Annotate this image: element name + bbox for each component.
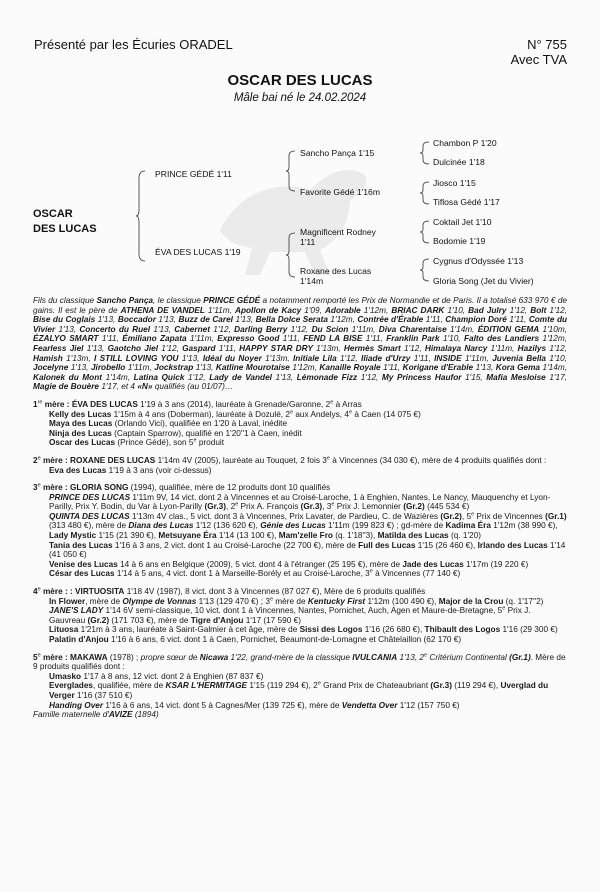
list-item: Maya des Lucas (Orlando Vici), qualifiée en 1'20 à Laval, inédite xyxy=(49,419,288,429)
pedigree-bracket-7 xyxy=(420,258,430,282)
pedigree-g2: Dulcinée 1'18 xyxy=(433,157,485,167)
list-item: QUINTA DES LUCAS 1'13m 4V clas., 5 vict. dont 3 à Vincennes, Prix Lavater, de Pardieu, C. de Wazières (Gr.2), 5e Prix de Vincennes (Gr.1) (313 480 €), mère de Diana des Lucas 1'12 (136 620 €), Génie des Lucas 1'11m (199 823 €) ; gd-mère de Kadima Éra 1'12m (38 990 €), Lady Mystic 1'15 (21 390 €), Metsuyane Éra 1'14 (13 100 €), Mam'zelle Fro (q. 1'18''3), Matilda des Lucas (q. 1'20) xyxy=(49,511,567,541)
list-item: Umasko 1'17 à 8 ans, 12 vict. dont 2 à Enghien (87 837 €) xyxy=(49,671,264,681)
pedigree-dam-sire-record: 1'11 xyxy=(300,237,316,247)
pedigree-g6: Bodomie 1'19 xyxy=(433,236,486,246)
list-item: PRINCE DES LUCAS 1'11m 9V, 14 vict. dont 2 à Vincennes et au Croisé-Laroche, 1 à Enghien, Nantes, Le Nancy, Mauquenchy et Lyon-Parilly, Prix Y. Bodin, du Var à Lyon-Parilly (Gr.3), 2e Prix A. François (Gr.3), 3e Prix J. Lemonnier (Gr.2) (445 534 €) xyxy=(49,492,551,512)
list-item: JANE'S LADY 1'14 6V semi-classique, 10 vict. dont 1 à Vincennes, Nantes, Pornichet, Auch, Agen et Maure-de-Bretagne, 5e Prix J. Gauvreau (Gr.2) (171 703 €), mère de Tigre d'Anjou 1'17 (17 590 €) xyxy=(49,605,531,625)
pedigree-dam-dam-record: 1'14m xyxy=(300,276,324,286)
pedigree-g4: Tiflosa Gédé 1'17 xyxy=(433,197,500,207)
pedigree-bracket-5 xyxy=(420,181,430,205)
fourth-dam-section xyxy=(33,587,567,645)
pedigree-bracket-4 xyxy=(420,141,430,165)
list-item: Palatin d'Anjou 1'16 à 6 ans, 6 vict. dont 1 à Caen, Pornichet, Beaumont-de-Lomagne et Châtelaillon (62 170 €) xyxy=(49,635,462,644)
pedigree-dam-dam xyxy=(300,266,371,286)
fifth-dam-section xyxy=(33,653,567,711)
list-item: César des Lucas 1'14 à 5 ans, 4 vict. dont 1 à Marseille-Borély et au Croisé-Laroche, 3e à Vincennes (77 140 €) xyxy=(49,568,461,579)
list-item: Everglades, qualifiée, mère de KSAR L'HERMITAGE 1'15 (119 294 €), 2e Grand Prix de Chateaubriant (Gr.3) (119 294 €), Uverglad du Verger 1'16 (37 510 €) xyxy=(49,680,549,700)
list-item: Lituosa 1'21m à 3 ans, lauréate à Saint-Galmier à cet âge, mère de Sissi des Logos 1'16 (26 680 €), Thibault des Logos 1'16 (29 300 €) xyxy=(49,625,558,635)
pedigree-bracket-2 xyxy=(286,150,296,192)
pedigree-g7: Cygnus d'Odyssée 1'13 xyxy=(433,256,524,266)
list-item: Tania des Lucas 1'16 à 3 ans, 2 vict. dont 1 au Croisé-Laroche (22 700 €), mère de Full des Lucas 1'15 (26 460 €), Irlando des Lucas 1'14 (41 050 €) xyxy=(49,540,566,560)
maternal-family-line: Famille maternelle d'AVIZE (1894) xyxy=(33,710,159,720)
list-item: Ninja des Lucas (Captain Sparrow), qualifié en 1'20''1 à Caen, inédit xyxy=(49,428,302,438)
fourth-dam-title: 4e mère : : VIRTUOSITA 1'18 4V (1987), 8 vict. dont 3 à Vincennes (87 027 €), Mère de 6 produits qualifiés xyxy=(33,586,426,597)
horse-subtitle: Mâle bai né le 24.02.2024 xyxy=(233,92,367,104)
pedigree-bracket-6 xyxy=(420,220,430,244)
list-item: Handing Over 1'16 à 6 ans, 14 vict. dont 5 à Cagnes/Mer (139 725 €), mère de Vendetta Over 1'12 (157 750 €) xyxy=(49,700,460,710)
pedigree-bracket-3 xyxy=(286,232,296,278)
pedigree-subject xyxy=(33,207,97,237)
list-item: Eva des Lucas 1'19 à 3 ans (voir ci-dessus) xyxy=(49,465,212,475)
presenter-line: Présenté par les Écuries ORADEL xyxy=(34,37,233,52)
pedigree-subject-line1: OSCAR xyxy=(33,208,73,220)
pedigree-sire-sire: Sancho Pança 1'15 xyxy=(300,148,375,158)
tva-note: Avec TVA xyxy=(510,52,567,67)
pedigree-dam-sire xyxy=(300,227,376,247)
catalogue-body xyxy=(33,296,567,720)
fifth-dam-title: 5e mère : MAKAWA (1978) ; propre sœur de Nicawa 1'22, grand-mère de la classique IVULCANIA 1'13, 2e Critérium Continental (Gr.1). Mère de 9 produits qualifiés dont : xyxy=(33,651,566,672)
pedigree-dam: ÉVA DES LUCAS 1'19 xyxy=(155,247,241,257)
lot-number: N° 755 xyxy=(527,37,567,52)
pedigree-bracket-1 xyxy=(136,170,146,262)
pedigree-subject-line2: DES LUCAS xyxy=(33,223,97,235)
horse-name: OSCAR DES LUCAS xyxy=(227,72,373,89)
second-dam-section xyxy=(33,456,567,475)
pedigree-g5: Coktail Jet 1'10 xyxy=(433,217,492,227)
pedigree-g3: Jiosco 1'15 xyxy=(433,178,476,188)
second-dam-title: 2e mère : ROXANE DES LUCAS 1'14m 4V (2005), lauréate au Touquet, 2 fois 3e à Vincennes (34 030 €), mère de 4 produits qualifiés dont : xyxy=(33,455,547,465)
third-dam-section xyxy=(33,483,567,579)
pedigree-sire-dam: Favorite Gédé 1'16m xyxy=(300,187,380,197)
list-item: Venise des Lucas 14 à 6 ans en Belgique (2009), 5 vict. dont 4 à l'étranger (25 195 €), mère de Jade des Lucas 1'17m (19 220 €) xyxy=(49,559,529,569)
pedigree-dam-sire-name: Magnificent Rodney xyxy=(300,227,376,237)
sire-intro-paragraph: Fils du classique Sancho Pança, le classique PRINCE GÉDÉ a notamment remporté les Prix de Normandie et de Paris. Il a totalisé 633 970 € de gains. Il est le père de ATHENA DE VANDEL 1'11m, Apollon de Kacy 1'09, Adorable 1'12m, BRIAC DARK 1'10, Bad Julry 1'12, Bolt 1'12, Bise du Coglais 1'13, Boccador 1'13, Buzz de Carel 1'13, Bella Dolce Serata 1'12m, Contrée d'Érable 1'11, Champion Doré 1'11, Comte du Vivier 1'13, Concerto du Ruel 1'13, Cabernet 1'12, Darling Berry 1'12, Du Scion 1'11m, Diva Charentaise 1'14m, ÉDITION GEMA 1'10m, ÉZALYO SMART 1'11, Émiliano Zapata 1'11m, Expresso Good 1'11, FEND LA BISE 1'11, Franklin Park 1'10, Falto des Landiers 1'12m, Fearless Jiel 1'13, Gaotcho Jiel 1'12, Gaspard 1'11, HAPPY STAR DRY 1'13m, Hermès Smart 1'12, Himalaya Narcy 1'11m, Hazilys 1'12, Hamish 1'13m, I STILL LOVING YOU 1'13, Idéal du Noyer 1'13m, Initiale Lila 1'12, Iliade d'Urzy 1'11, INSIDE 1'11m, Juvenia Bella 1'10, Jocelyne 1'13, Jirobello 1'11m, Jockstrap 1'13, Katline Mourotaise 1'12m, Kanaille Royale 1'11, Korigane d'Erable 1'13, Kora Gema 1'14m, Kalonek du Mont 1'14m, Latina Quick 1'12, Lady de Vandel 1'13, Lémonade Fizz 1'12, My Princess Haufor 1'15, Mafia Mesloise 1'17, Magie de Bouère 1'17, et 4 «N» qualifiés (au 01/07)… xyxy=(33,296,568,392)
pedigree-sire: PRINCE GÉDÉ 1'11 xyxy=(155,169,232,179)
pedigree-g8: Gloria Song (Jet du Vivier) xyxy=(433,276,534,286)
list-item: Oscar des Lucas (Prince Gédé), son 5e produit xyxy=(49,437,225,448)
first-dam-section xyxy=(33,400,567,448)
first-dam-title: 1re mère : ÉVA DES LUCAS 1'19 à 3 ans (2014), lauréate à Grenade/Garonne, 2e à Arras xyxy=(33,399,362,409)
pedigree-dam-dam-name: Roxane des Lucas xyxy=(300,266,372,276)
list-item: In Flower, mère de Olympe de Vonnas 1'13 (129 470 €) ; 3e mère de Kentucky First 1'12m (100 490 €), Major de la Crou (q. 1'17''2) xyxy=(49,595,544,606)
third-dam-title: 3e mère : GLORIA SONG (1994), qualifiée, mère de 12 produits dont 10 qualifiés xyxy=(33,482,331,493)
list-item: Kelly des Lucas 1'15m à 4 ans (Doberman), lauréate à Dozulé, 2e aux Andelys, 4e à Caen (14 075 €) xyxy=(49,408,421,419)
pedigree-g1: Chambon P 1'20 xyxy=(433,138,497,148)
